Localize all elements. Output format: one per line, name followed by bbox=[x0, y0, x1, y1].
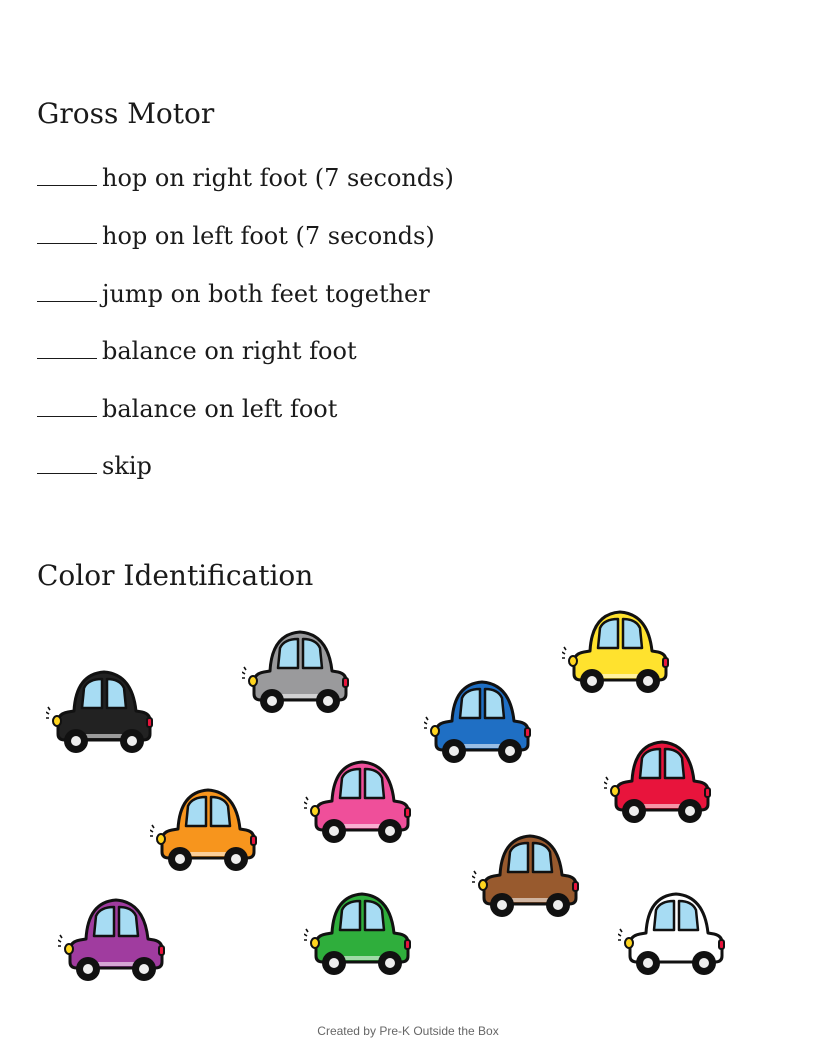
footer-credit: Created by Pre-K Outside the Box bbox=[317, 1024, 499, 1038]
orange-car-icon bbox=[150, 782, 260, 878]
blank-line bbox=[37, 471, 97, 474]
brown-car-icon bbox=[472, 828, 582, 924]
blank-line bbox=[37, 241, 97, 244]
gross-motor-heading: Gross Motor bbox=[37, 97, 215, 130]
checklist-item: balance on right foot bbox=[37, 339, 357, 363]
blank-line bbox=[37, 183, 97, 186]
blank-line bbox=[37, 299, 97, 302]
checklist-item: balance on left foot bbox=[37, 397, 337, 421]
green-car-icon bbox=[304, 886, 414, 982]
checklist-item: hop on left foot (7 seconds) bbox=[37, 224, 435, 248]
checklist-item: hop on right foot (7 seconds) bbox=[37, 166, 454, 190]
blank-line bbox=[37, 356, 97, 359]
checklist-item: skip bbox=[37, 454, 152, 478]
black-car-icon bbox=[46, 664, 156, 760]
white-car-icon bbox=[618, 886, 728, 982]
purple-car-icon bbox=[58, 892, 168, 988]
color-identification-heading: Color Identification bbox=[37, 559, 314, 592]
checklist-item: jump on both feet together bbox=[37, 282, 430, 306]
gray-car-icon bbox=[242, 624, 352, 720]
blank-line bbox=[37, 414, 97, 417]
red-car-icon bbox=[604, 734, 714, 830]
yellow-car-icon bbox=[562, 604, 672, 700]
blue-car-icon bbox=[424, 674, 534, 770]
pink-car-icon bbox=[304, 754, 414, 850]
